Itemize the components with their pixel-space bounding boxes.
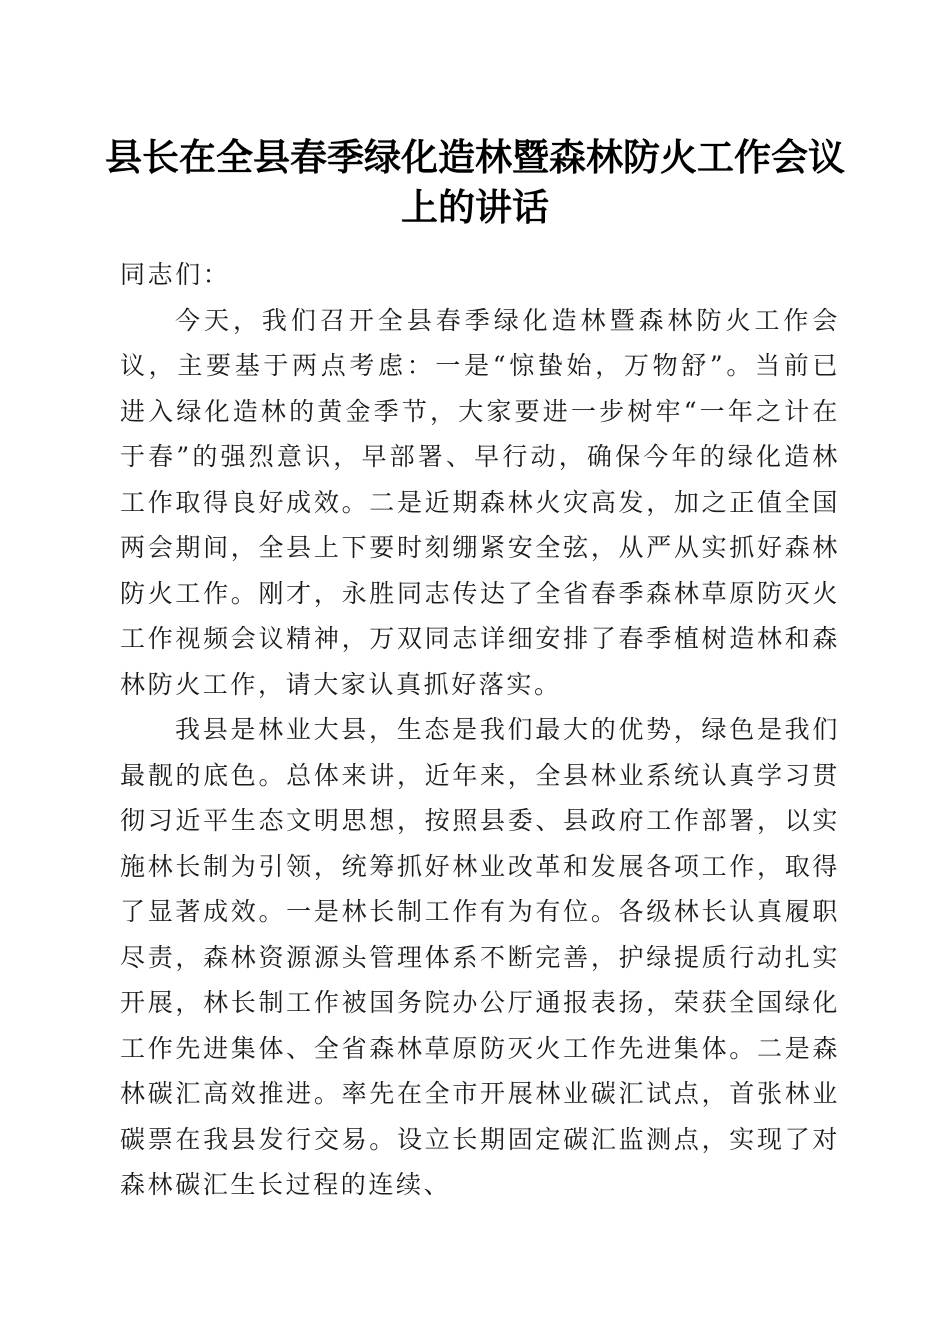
document-title [100, 132, 850, 232]
title-line-1: 县长在全县春季绿化造林暨森林防火工作会议 [105, 135, 845, 179]
salutation: 同志们： [120, 260, 231, 289]
title-line-2: 上的讲话 [401, 185, 549, 229]
paragraph-2: 我县是林业大县，生态是我们最大的优势，绿色是我们最靓的底色。总体来讲，近年来，全县林业系统认真学习贯彻习近平生态文明思想，按照县委、县政府工作部署，以实施林长制为引领，统筹抓好林业改革和发展各项工作，取得了显著成效。一是林长制工作有为有位。各级林长认真履职尽责，森林资源源头管理体系不断完善，护绿提质行动扎实开展，林长制工作被国务院办公厅通报表扬，荣获全国绿化工作先进集体、全省森林草原防灭火工作先进集体。二是森林碳汇高效推进。率先在全市开展林业碳汇试点，首张林业碳票在我县发行交易。设立长期固定碳汇监测点，实现了对森林碳汇生长过程的连续、 [120, 715, 840, 1199]
paragraph-1: 今天，我们召开全县春季绿化造林暨森林防火工作会议，主要基于两点考虑：一是“惊蛰始，万物舒”。当前已进入绿化造林的黄金季节，大家要进一步树牢“一年之计在于春”的强烈意识，早部署、早行动，确保今年的绿化造林工作取得良好成效。二是近期森林火灾高发，加之正值全国两会期间，全县上下要时刻绷紧安全弦，从严从实抓好森林防火工作。刚才，永胜同志传达了全省春季森林草原防灭火工作视频会议精神，万双同志详细安排了春季植树造林和森林防火工作，请大家认真抓好落实。 [120, 305, 840, 699]
document-body [120, 252, 840, 1208]
